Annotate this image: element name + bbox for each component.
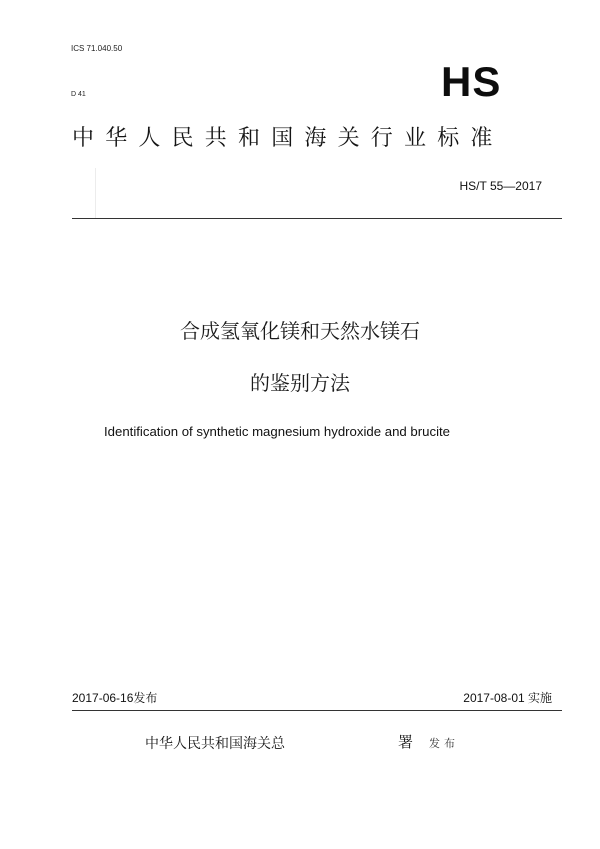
- issue-date: 2017-06-16发布: [72, 691, 158, 705]
- ccs-code: D 41: [71, 91, 86, 98]
- footer-divider: [72, 710, 562, 711]
- scan-artifact-line: [95, 168, 96, 218]
- issuing-authority-suffix: 署: [398, 733, 414, 751]
- standard-mark: HS: [441, 58, 502, 105]
- document-title-cn-line2: 的鉴别方法: [250, 371, 350, 395]
- issued-label: 发布: [429, 737, 459, 750]
- standard-category-title: 中华人民共和国海关行业标准: [72, 126, 504, 151]
- standard-number: HS/T 55—2017: [459, 179, 542, 193]
- document-title-cn-line1: 合成氢氧化镁和天然水镁石: [180, 319, 420, 343]
- ics-code: ICS 71.040.50: [71, 44, 123, 53]
- document-title-en: Identification of synthetic magnesium hydroxide and brucite: [104, 424, 450, 439]
- header-divider: [72, 218, 562, 219]
- implementation-date: 2017-08-01 实施: [463, 691, 552, 705]
- issuing-authority: 中华人民共和国海关总: [145, 736, 285, 752]
